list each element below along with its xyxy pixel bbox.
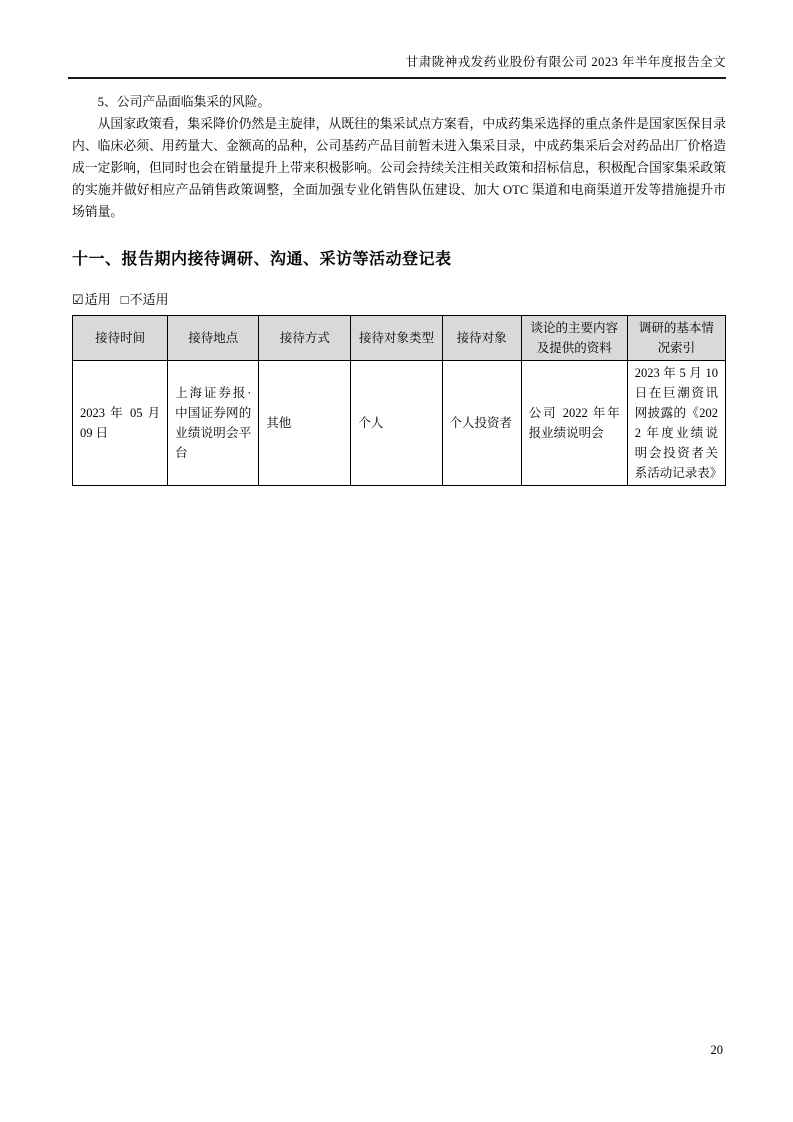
cell-reception-time: 2023 年 05 月 09 日 <box>73 361 168 486</box>
col-header-visitor: 接待对象 <box>442 316 521 361</box>
cell-survey-index: 2023 年 5 月 10 日在巨潮资讯网披露的《2022 年度业绩说明会投资者关系活动记录表》 <box>627 361 725 486</box>
cell-reception-place: 上海证券报·中国证券网的业绩说明会平台 <box>168 361 259 486</box>
cell-visitor: 个人投资者 <box>442 361 521 486</box>
section-title: 十一、报告期内接待调研、沟通、采访等活动登记表 <box>72 251 452 268</box>
col-header-reception-method: 接待方式 <box>259 316 351 361</box>
page-content <box>72 91 726 486</box>
applicability-line <box>72 289 726 308</box>
cell-discussion-content: 公司 2022 年年报业绩说明会 <box>521 361 627 486</box>
not-applicable-label: 不适用 <box>129 292 169 307</box>
report-title: 甘肃陇神戎发药业股份有限公司 2023 年半年度报告全文 <box>405 55 726 69</box>
page-header <box>68 52 726 79</box>
unchecked-checkbox-icon: □ <box>120 292 129 307</box>
cell-reception-method: 其他 <box>259 361 351 486</box>
col-header-discussion-content: 谈论的主要内容及提供的资料 <box>521 316 627 361</box>
table-header-row <box>73 316 726 361</box>
col-header-reception-time: 接待时间 <box>73 316 168 361</box>
col-header-survey-index: 调研的基本情况索引 <box>627 316 725 361</box>
table-row <box>73 361 726 486</box>
risk-paragraph: 从国家政策看，集采降价仍然是主旋律，从既往的集采试点方案看，中成药集采选择的重点条件是国家医保目录内、临床必须、用药量大、金额高的品种，公司基药产品目前暂未进入集采目录，中成药集采后会对药品出厂价格造成一定影响，但同时也会在销量提升上带来积极影响。公司会持续关注相关政策和招标信息，积极配合国家集采政策的实施并做好相应产品销售政策调整，全面加强专业化销售队伍建设、加大 OTC 渠道和电商渠道开发等措施提升市场销量。 <box>72 117 726 219</box>
reception-activity-table <box>72 315 726 486</box>
page-number: 20 <box>710 1043 723 1057</box>
col-header-reception-place: 接待地点 <box>168 316 259 361</box>
applicable-label: 适用 <box>84 292 111 307</box>
not-applicable-option <box>121 292 169 307</box>
checked-checkbox-icon: ☑ <box>72 292 84 307</box>
col-header-visitor-type: 接待对象类型 <box>351 316 442 361</box>
cell-visitor-type: 个人 <box>351 361 442 486</box>
risk-item-title: 5、公司产品面临集采的风险。 <box>97 95 271 109</box>
applicable-option <box>72 292 111 307</box>
